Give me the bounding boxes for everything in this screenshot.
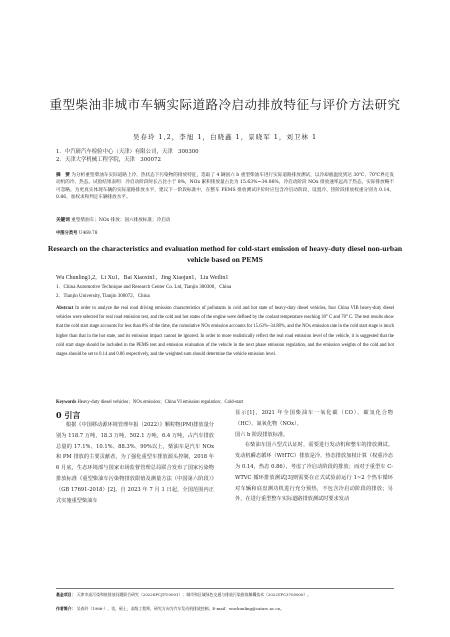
- paper-title-cn: 重型柴油非城市车辆实际道路冷启动排放特征与评价方法研究: [49, 97, 401, 112]
- abstract-en: [56, 304, 394, 359]
- clc-label: 中图分类号: [56, 231, 78, 236]
- authors-cn: 吴春玲 1,2，李旭 1，白晓鑫 1，景晓军 1，刘卫林 1: [132, 133, 318, 141]
- footnote-author-text: 吴春玲（1986-），男，硕士，高级工程师，研究方向为汽车发动机排放控制。E-mail：wuchunling@catarc.ac.cn。: [76, 606, 284, 611]
- body-paragraph: 根据《中国移动源环境管理年报（2022）》颗粒物(PM)排放量分别为 118.7 万吨、18.3 万吨、502.1 万吨、6.4 万吨，占汽车排放总量的 17.1%、10.1%、88.3%、99%以上，柴油车是汽车 NOx 和 PM 排放的主要贡献者。为了强化重型车排放源头控制，2018 年 6 月底，生态环境部与国家市场监督管理总局联合发布了国家污染物排放标准《重型柴油车污染物排放限值及测量方法（中国第六阶段）》（GB 17691-2018）[2]。自 2023 年 7 月 1 日起，全国范围内正式实施重型柴油车: [56, 422, 214, 504]
- affiliation-cn-2: 2．天津大学机械工程学院，天津 300072: [56, 157, 161, 163]
- keywords-cn-label: 关键词: [56, 218, 70, 223]
- clc-number: [56, 230, 98, 236]
- authors-en: Wu Chunling1,2，Li Xu1，Bai Xiaoxin1，Jing Xiaojun1，Liu Weilin1: [56, 275, 229, 281]
- footnote-author: [56, 606, 394, 613]
- body-column-left: [56, 420, 214, 506]
- abstract-cn: [56, 172, 394, 202]
- affiliation-en-2: 2．Tianjin University, Tianjin 300072，China: [56, 294, 150, 299]
- abstract-en-text: In order to analyze the real road driving emission characteristics of pollutants in cold and hot state of heavy-duty diesel vehicles, four China VIB heavy-duty diesel vehicles were selected for real road emission test, and the cold and hot states of the engine were defined by the coolant temperature reaching 30° C and 70° C. The test results show that the cold start stage accounts for less than 8% of the time, the cumulative NOx emission accounts for 15.63%~34.88%, and the NOx emission rate in the cold start stage is much higher than that in the hot state, and its emission impact cannot be ignored. In order to more realistically reflect the real road emission level of the vehicle, it is suggested that the cold start stage should be included in the PEMS test and emission evaluation of the vehicle in the next phase emission regulation, and the emission weights of the cold and hot stages should be set to 0.14 and 0.86 respectively, and the weighted sum should determine the vehicle emission level.: [56, 306, 395, 358]
- affiliation-en-1: 1．China Automotive Technique and Research Center Co. Ltd, Tianjin 300300，China: [56, 285, 232, 290]
- keywords-cn: [56, 217, 394, 224]
- keywords-en: [56, 399, 394, 406]
- abstract-cn-text: 为分析重型柴油车实际道路上冷、热状态下污染物的排放特征，选取了 4 辆国六 b 重型柴油车进行实际道路排放测试，以冷却液温度到达 30℃、70℃界定发动机的冷、热态。试验结果表明：冷启动阶段时长占比小于 8%，NOx 累积排放量占比为 15.63%~34.88%，冷启动阶段 NOx 排放速率远高于热态，实际排放略不可忽略。为更真实体现车辆的实际道路排放水平，建议下一阶段标准中，在整车 PEMS 排放测试评价时应包含冷启动阶段，设置冷、热阶段排放权重分别为 0.14、0.86，加权求和判定车辆排放水平。: [56, 173, 394, 201]
- clc-value: U469.78: [78, 231, 98, 236]
- body-column-right: [235, 408, 393, 505]
- keywords-en-label: Keywords: [56, 400, 77, 405]
- footnote-fund-text: 天津市高污染和低排放问题联合研究（2022SFCJTU0001）；城市和区域绿色交通与排放污染排放解耦技术（2022YFC3705000）。: [76, 592, 312, 597]
- footnote-author-label: 作者简介：: [56, 606, 76, 611]
- body-paragraph: 在柴油车国六型式认证时，需要进行发动机和整车的排放测试。发动机瞬态循环（WHTC）排放是冷、热态排放加权计算（权重冷态为 0.14，热态 0.86），考虑了冷启动阶段的排放；而对于重型车 C-WTVC 循环排放测试[3]则需要在正式试验前运行 1~2 个热车循环对车辆和底盘测功机进行充分预热，不包含冷启动阶段的排放；另外，在进行重型整车实际道路排放测试时要求发动: [235, 442, 393, 503]
- abstract-cn-label: 摘 要: [56, 173, 70, 178]
- section-heading-introduction: 0 引言: [56, 410, 81, 420]
- keywords-cn-text: 重型柴油车；NOx 排放；国六排放标准；冷启动: [71, 218, 171, 223]
- keywords-en-text: Heavy-duty diesel vehicles；NOx emission；China VI emission regulation；Cold-start: [77, 400, 244, 405]
- footnote-divider: [56, 588, 394, 589]
- paper-title-en: Research on the characteristics and evaluation method for cold-start emission of heavy-duty diesel non-urban vehicle based on PEMS: [47, 244, 403, 264]
- footnote-fund: [56, 592, 394, 599]
- body-paragraph: 国六 b 阶段排放标准。: [235, 431, 289, 438]
- footnote-fund-label: 基金项目：: [56, 592, 76, 597]
- affiliation-cn-1: 1．中汽研汽车检验中心（天津）有限公司，天津 300300: [56, 149, 199, 155]
- body-paragraph: 显示[1]，2021 年全国柴油车一氧化碳（CO）、碳氢化合物（HC）、氮氧化物（NOx）、: [235, 410, 393, 427]
- abstract-en-label: Abstract: [56, 306, 74, 311]
